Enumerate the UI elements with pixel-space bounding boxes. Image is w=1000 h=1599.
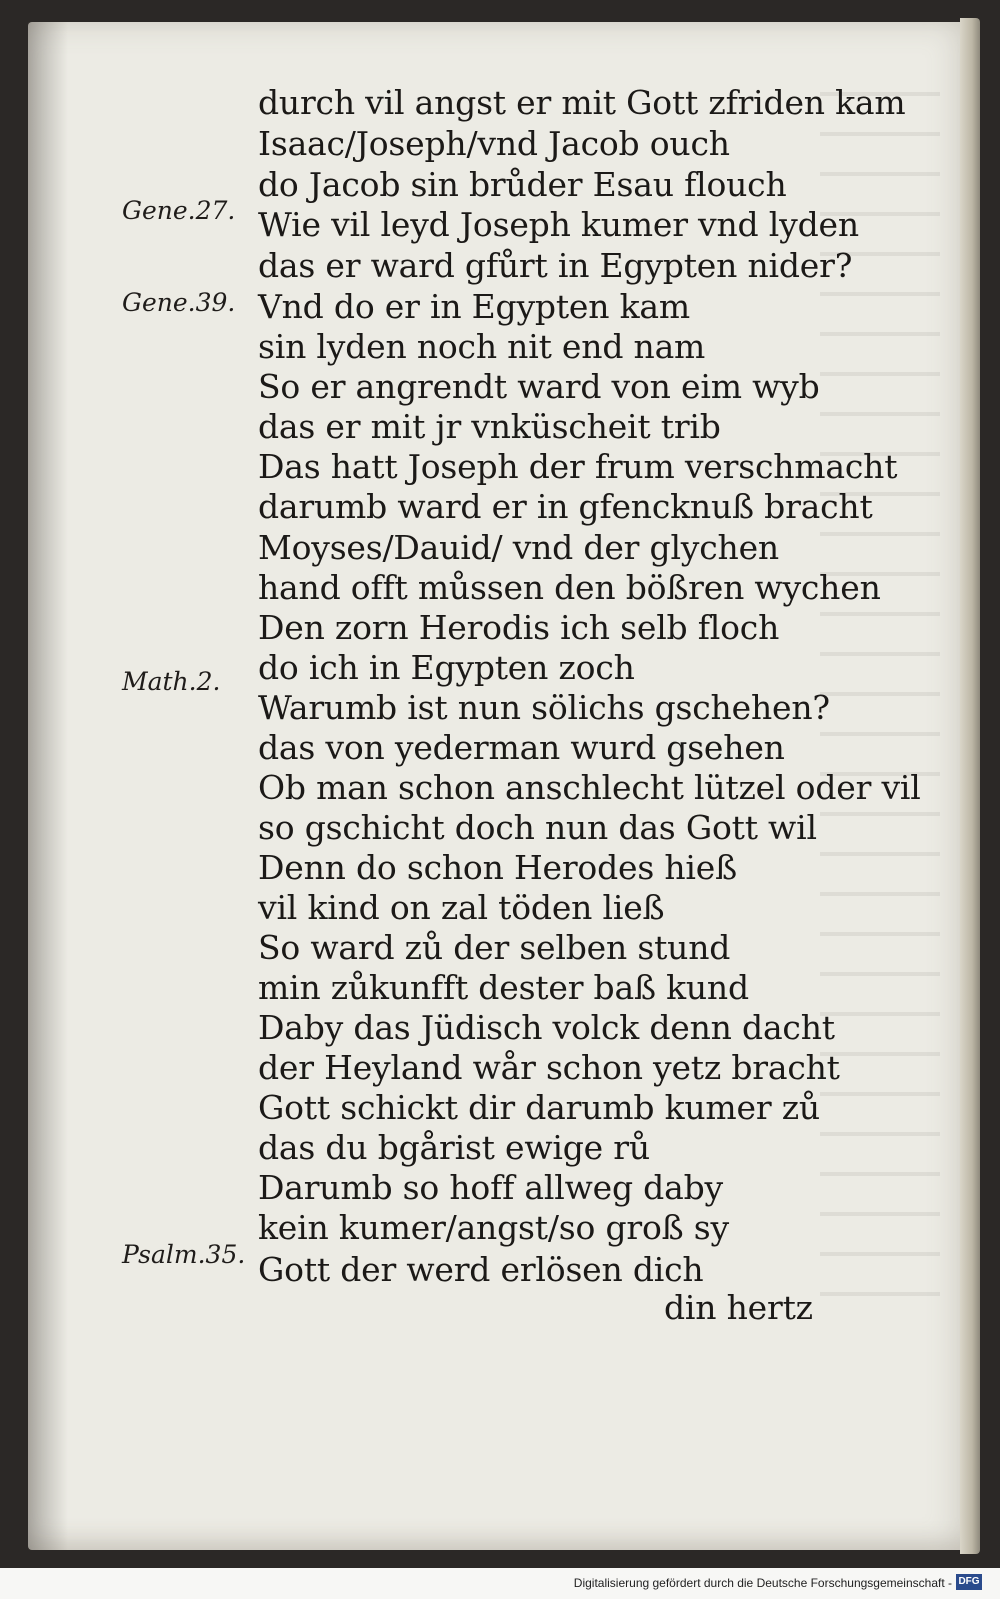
dfg-logo-icon: DFG: [956, 1574, 982, 1590]
text-line: Darumb so hoff allweg daby: [258, 1168, 723, 1207]
text-line: Denn do schon Herodes hieß: [258, 848, 737, 887]
text-line: Ob man schon anschlecht lützel oder vil: [258, 768, 921, 807]
text-line: das er mit jr vnküscheit trib: [258, 407, 721, 446]
text-line: Warumb ist nun sölichs gschehen?: [258, 688, 830, 727]
margin-note: Gene.39.: [122, 288, 236, 317]
text-line: Das hatt Joseph der frum verschmacht: [258, 447, 898, 486]
text-line: Daby das Jüdisch volck denn dacht: [258, 1008, 835, 1047]
text-line: min zůkunfft dester baß kund: [258, 968, 749, 1007]
text-line: Wie vil leyd Joseph kumer vnd lyden: [258, 205, 859, 244]
margin-note: Psalm.35.: [122, 1240, 246, 1269]
text-line: darumb ward er in gfencknuß bracht: [258, 487, 873, 526]
text-line: das von yederman wurd gsehen: [258, 728, 785, 767]
text-line: Vnd do er in Egypten kam: [258, 287, 690, 326]
text-line: sin lyden noch nit end nam: [258, 327, 706, 366]
text-line: Isaac/Joseph/vnd Jacob ouch: [258, 124, 730, 163]
text-line: do ich in Egypten zoch: [258, 648, 635, 687]
text-line: das er ward gfůrt in Egypten nider?: [258, 246, 853, 285]
margin-note: Math.2.: [122, 667, 221, 696]
footer-bar: [0, 1568, 1000, 1599]
text-line: kein kumer/angst/so groß sy: [258, 1208, 729, 1247]
text-line: So er angrendt ward von eim wyb: [258, 367, 820, 406]
text-line: do Jacob sin brůder Esau flouch: [258, 165, 787, 204]
footer-credit: Digitalisierung gefördert durch die Deutsche Forschungsgemeinschaft -: [573, 1576, 952, 1590]
text-line: so gschicht doch nun das Gott wil: [258, 808, 817, 847]
text-line: hand offt můssen den bößren wychen: [258, 568, 881, 607]
text-line: Gott der werd erlösen dich: [258, 1250, 704, 1289]
text-line: vil kind on zal töden ließ: [258, 888, 665, 927]
text-line: Gott schickt dir darumb kumer zů: [258, 1088, 820, 1127]
text-line: So ward zů der selben stund: [258, 928, 731, 967]
text-line: der Heyland wår schon yetz bracht: [258, 1048, 840, 1087]
margin-note: Gene.27.: [122, 196, 236, 225]
text-line: das du bgårist ewige rů: [258, 1128, 650, 1167]
text-line: Den zorn Herodis ich selb floch: [258, 608, 780, 647]
catchword: din hertz: [664, 1288, 813, 1327]
text-line: Moyses/Dauid/ vnd der glychen: [258, 528, 779, 567]
text-line: durch vil angst er mit Gott zfriden kam: [258, 83, 906, 122]
